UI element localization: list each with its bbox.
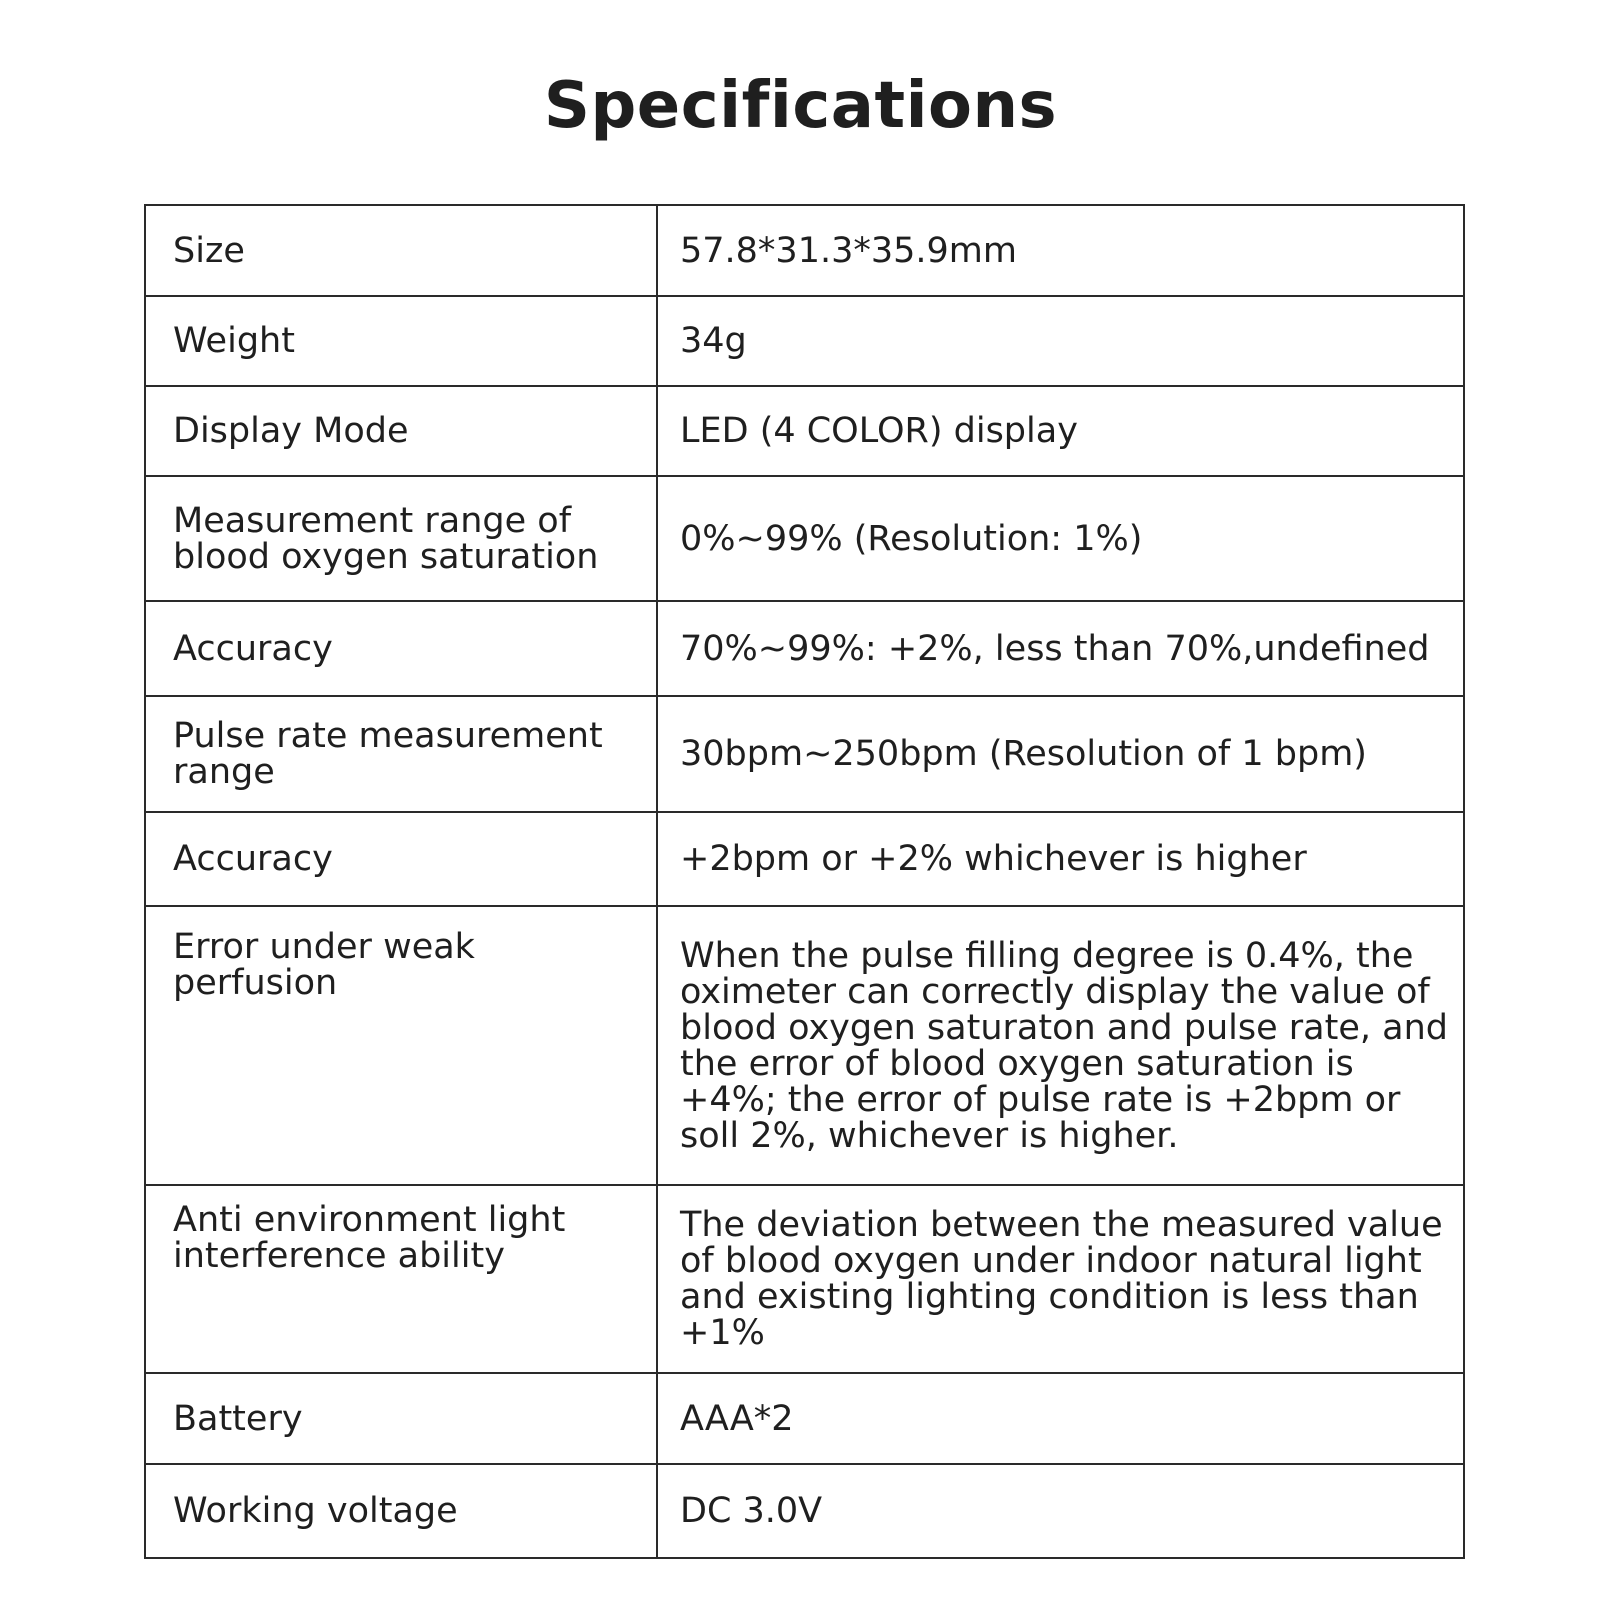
table-row [145,296,1464,386]
spec-label: Measurement range of blood oxygen saturation [145,476,657,601]
spec-value: 57.8*31.3*35.9mm [657,205,1464,296]
spec-label: Anti environment light interference ability [145,1185,657,1373]
specifications-table [144,204,1465,1559]
spec-value: LED (4 COLOR) display [657,386,1464,476]
spec-value: 0%~99% (Resolution: 1%) [657,476,1464,601]
table-row [145,906,1464,1185]
spec-value: 70%~99%: +2%, less than 70%,undefined [657,601,1464,696]
spec-label: Weight [145,296,657,386]
spec-label: Pulse rate measurement range [145,696,657,812]
spec-value: 34g [657,296,1464,386]
spec-value: DC 3.0V [657,1464,1464,1558]
spec-label: Accuracy [145,812,657,906]
spec-value: The deviation between the measured value of blood oxygen under indoor natural light and existing lighting condition is less than +1% [657,1185,1464,1373]
spec-value: 30bpm~250bpm (Resolution of 1 bpm) [657,696,1464,812]
table-row [145,601,1464,696]
spec-label: Accuracy [145,601,657,696]
page-title: Specifications [543,69,1058,143]
table-row [145,386,1464,476]
table-row [145,205,1464,296]
table-row [145,1464,1464,1558]
spec-label: Working voltage [145,1464,657,1558]
spec-label: Battery [145,1373,657,1464]
spec-value: When the pulse filling degree is 0.4%, the oximeter can correctly display the value of blood oxygen saturaton and pulse rate, and the error of blood oxygen saturation is +4%; the error of pulse rate is +2bpm or soll 2%, whichever is higher. [657,906,1464,1185]
spec-label: Error under weak perfusion [145,906,657,1185]
spec-value: +2bpm or +2% whichever is higher [657,812,1464,906]
table-row [145,476,1464,601]
table-row [145,1185,1464,1373]
table-row [145,696,1464,812]
table-row [145,1373,1464,1464]
spec-value: AAA*2 [657,1373,1464,1464]
spec-label: Display Mode [145,386,657,476]
spec-label: Size [145,205,657,296]
table-row [145,812,1464,906]
